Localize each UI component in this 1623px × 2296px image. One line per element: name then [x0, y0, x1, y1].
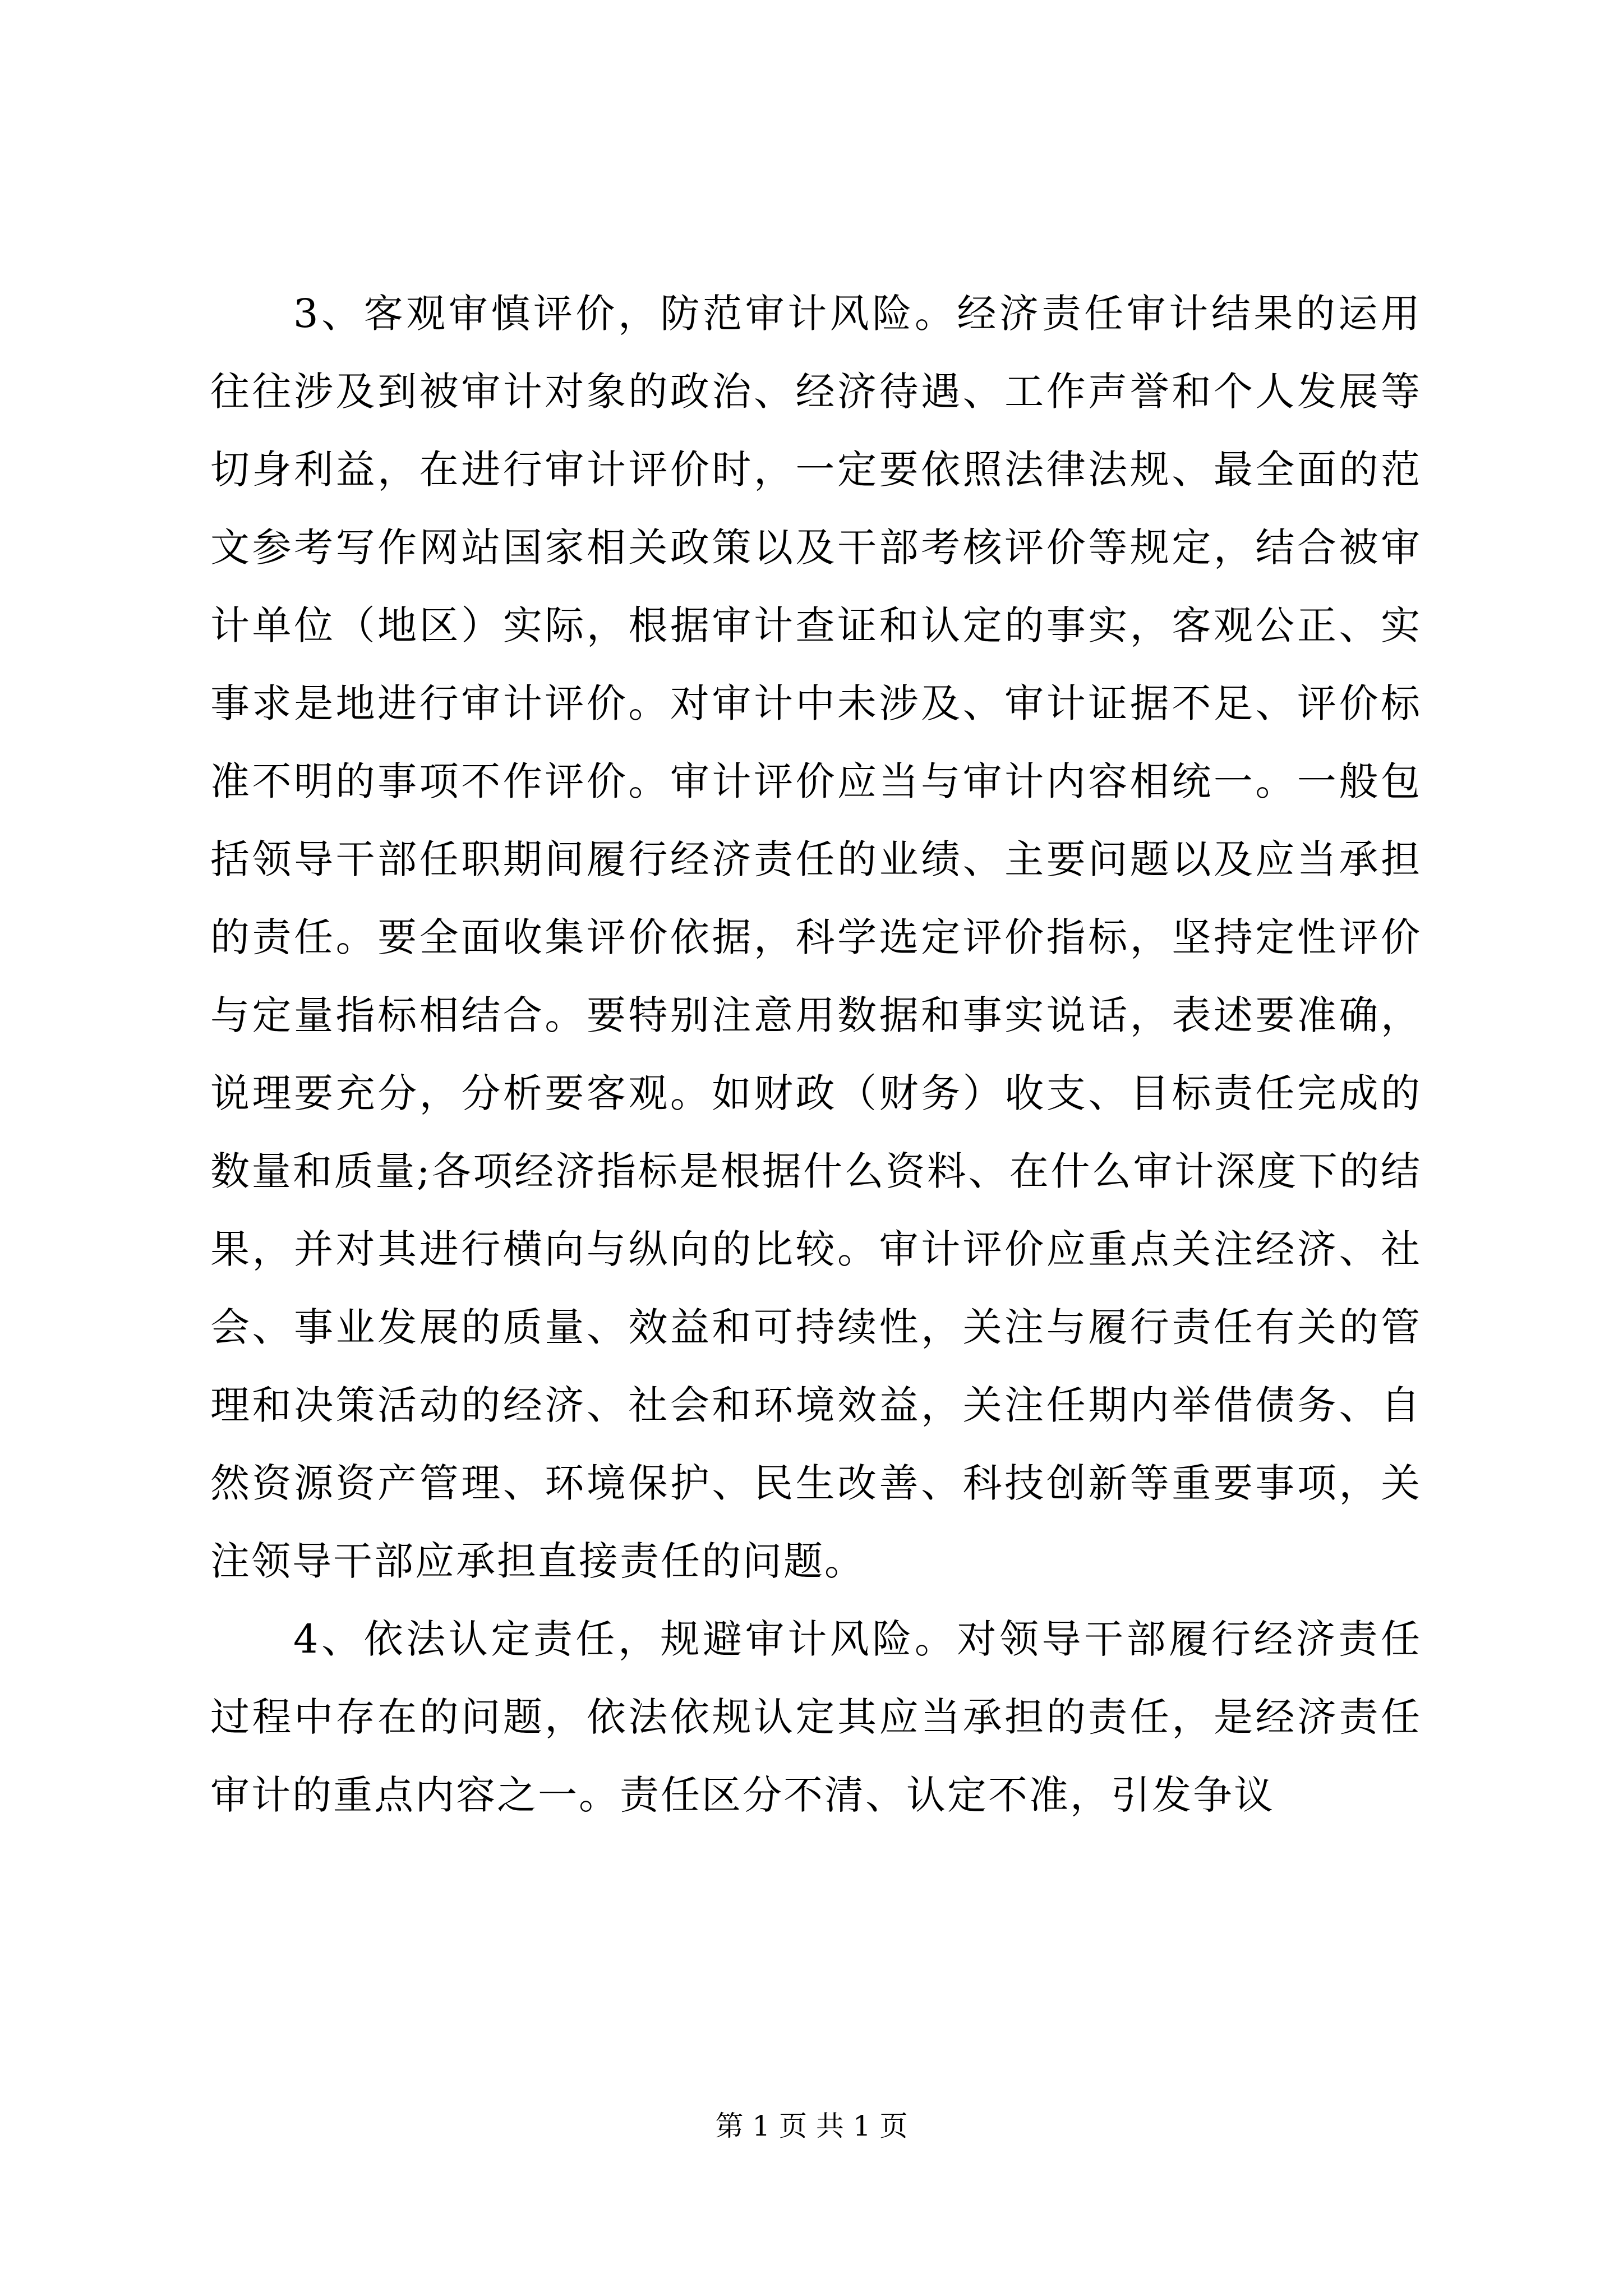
page-footer: 第 1 页 共 1 页 [715, 2110, 908, 2142]
paragraph-3-objective-evaluation: 3、客观审慎评价，防范审计风险。经济责任审计结果的运用往往涉及到被审计对象的政治、经济待遇、工作声誉和个人发展等切身利益，在进行审计评价时，一定要依照法律法规、最全面的范文参考写作网站国家相关政策以及干部考核评价等规定，结合被审计单位（地区）实际，根据审计查证和认定的事实，客观公正、实事求是地进行审计评价。对审计中未涉及、审计证据不足、评价标准不明的事项不作评价。审计评价应当与审计内容相统一。一般包括领导干部任职期间履行经济责任的业绩、主要问题以及应当承担的责任。要全面收集评价依据，科学选定评价指标，坚持定性评价与定量指标相结合。要特别注意用数据和事实说话，表述要准确，说理要充分，分析要客观。如财政（财务）收支、目标责任完成的数量和质量;各项经济指标是根据什么资料、在什么审计深度下的结果，并对其进行横向与纵向的比较。审计评价应重点关注经济、社会、事业发展的质量、效益和可持续性，关注与履行责任有关的管理和决策活动的经济、社会和环境效益，关注任期内举借债务、自然资源资产管理、环境保护、民生改善、科技创新等重要事项，关注领导干部应承担直接责任的问题。 [210, 291, 1422, 1584]
paragraph-4-determine-responsibility: 4、依法认定责任，规避审计风险。对领导干部履行经济责任过程中存在的问题，依法依规认定其应当承担的责任，是经济责任审计的重点内容之一。责任区分不清、认定不准，引发争议 [210, 1616, 1422, 1818]
document-body [210, 275, 1422, 1834]
